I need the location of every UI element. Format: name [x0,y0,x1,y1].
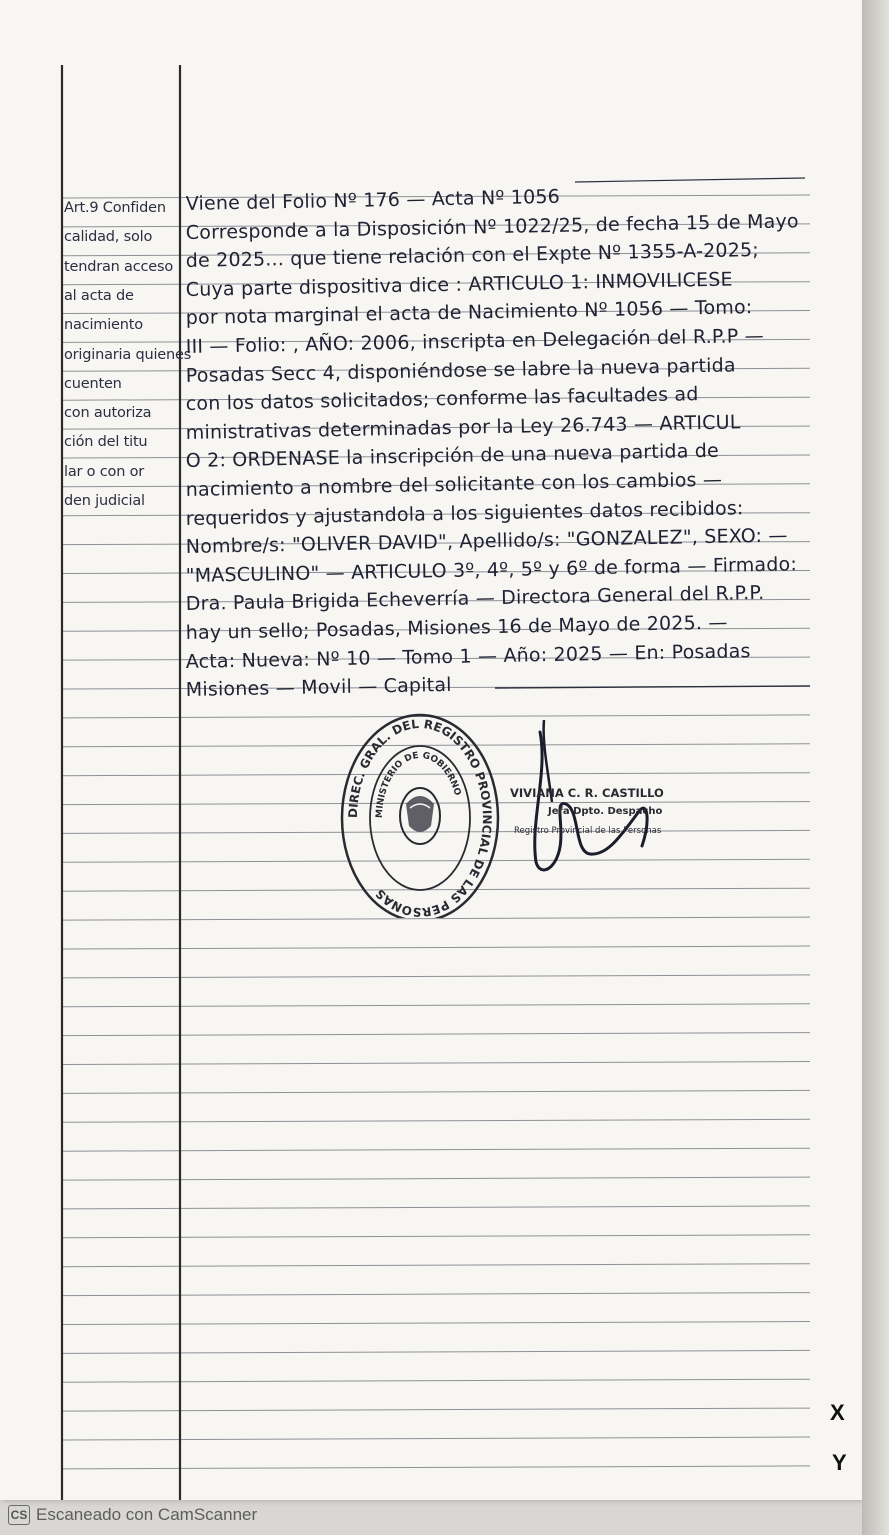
ruled-line [62,1062,810,1065]
ruled-line [62,1322,810,1325]
body-text-line: O 2: ORDENASE la inscripción de una nueva partida de [185,440,720,473]
ruled-line [62,1379,810,1382]
watermark-label: Escaneado con CamScanner [36,1505,258,1524]
ruled-line [62,1090,810,1093]
ruled-line [62,1408,810,1411]
body-text-line: Acta: Nueva: Nº 10 — Tomo 1 — Año: 2025 — En: Posadas [185,639,751,673]
ruled-line [62,975,810,978]
ruled-line [62,1466,810,1469]
margin-note-line: ción del titu [64,434,148,451]
margin-note-line: den judicial [64,493,145,509]
seal-graphic [340,708,500,918]
margin-note-line: tendran acceso [64,258,174,275]
svg-text:MINISTERIO DE GOBIERNO: MINISTERIO DE GOBIERNO [374,750,463,819]
body-text-line: Nombre/s: "OLIVER DAVID", Apellido/s: "GONZALEZ", SEXO: — [185,524,788,559]
body-text-line: nacimiento a nombre del solicitante con los cambios — [185,468,723,501]
signer-title: Jefa Dpto. Despacho [548,806,663,817]
body-text-line: con los datos solicitados; conforme las facultades ad [185,383,699,416]
margin-note-line: nacimiento [64,317,143,334]
body-text-line: requeridos y ajustandola a los siguientes datos recibidos: [185,496,744,530]
body-text-line: hay un sello; Posadas, Misiones 16 de Mayo de 2025. — [185,611,728,644]
official-seal [340,708,500,918]
body-text-line: III — Folio: , AÑO: 2006, inscripta en Delegación del R.P.P — [185,324,765,358]
ruled-line [62,1264,810,1267]
margin-note-line: al acta de [64,287,134,304]
body-text-line: "MASCULINO" — ARTICULO 3º, 4º, 5º y 6º de forma — Firmado: [185,553,798,587]
signer-office: Registro Provincial de las Personas [514,826,662,836]
corner-mark-y: Y [832,1450,847,1475]
ruled-line [62,1148,810,1151]
page-edge [862,0,889,1535]
body-text-line: Viene del Folio Nº 176 — Acta Nº 1056 [185,185,561,215]
ruled-line [62,1004,810,1007]
margin-note-line: originaria quienes [64,346,192,363]
body-text-line: Misiones — Movil — Capital [185,674,452,702]
body-text-line: Corresponde a la Disposición Nº 1022/25, de fecha 15 de Mayo [185,209,799,244]
svg-text:DIREC. GRAL. DEL REGISTRO PROV: DIREC. GRAL. DEL REGISTRO PROVINCIAL DE LAS PERSONAS [345,716,495,918]
ruled-line [62,946,810,949]
signer-name: VIVIANA C. R. CASTILLO [510,786,664,800]
scanner-watermark [8,1503,257,1527]
margin-note-line: Art.9 Confiden [64,200,166,216]
body-text-line: por nota marginal el acta de Nacimiento Nº 1056 — Tomo: [185,296,753,330]
margin-note-line: lar o con or [64,463,145,480]
camscanner-logo-icon: CS [8,1505,30,1525]
body-text-line: Dra. Paula Brigida Echeverría — Directora General del R.P.P. [185,582,765,616]
ruled-line [62,1437,810,1440]
ruled-line [62,1119,810,1122]
ruled-line [62,1350,810,1353]
ruled-line [62,1293,810,1296]
margin-note-line: con autoriza [64,405,152,422]
body-text-line: ministrativas determinadas por la Ley 26.743 — ARTICUL [185,411,741,444]
ruled-line [62,1177,810,1180]
margin-note-line: cuenten [64,375,122,392]
ruled-line [62,1206,810,1209]
body-text-line: Posadas Secc 4, disponiéndose se labre la nueva partida [185,354,736,387]
ruled-line [62,1235,810,1238]
ruled-line [62,1033,810,1036]
margin-note-line: calidad, solo [64,229,153,246]
body-text-line: de 2025... que tiene relación con el Expte Nº 1355-A-2025; [185,239,760,273]
body-text-line: Cuya parte dispositiva dice : ARTICULO 1: INMOVILICESE [185,268,733,301]
corner-mark-x: X [830,1400,845,1425]
